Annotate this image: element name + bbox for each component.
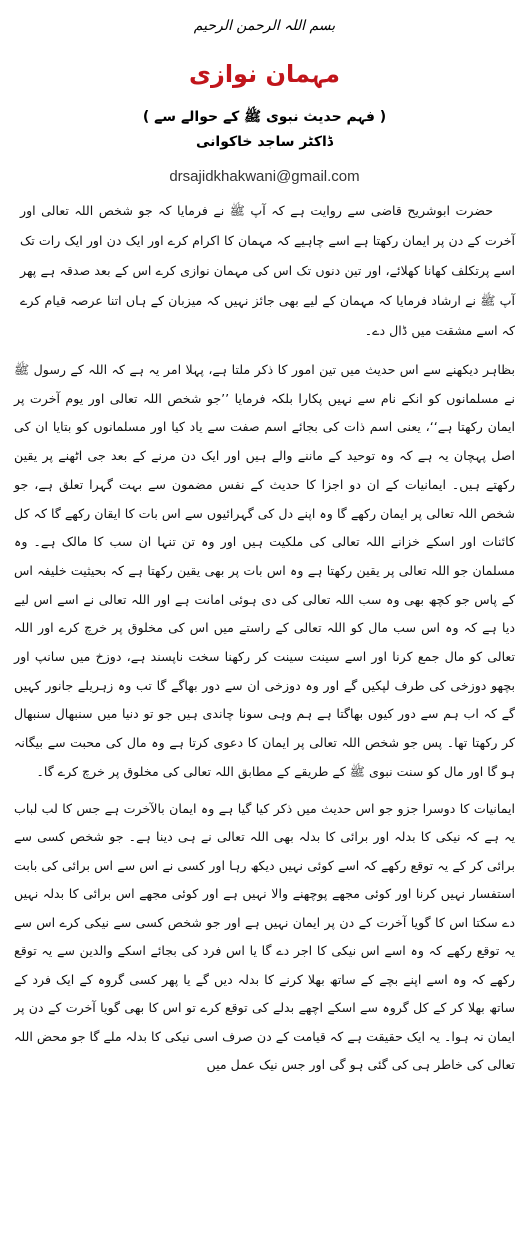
paragraph-hadith: حضرت ابوشریح قاضی سے روایت ہے کہ آپ ﷺ نے فرمایا کہ جو شخص اللہ تعالی اور آخرت کے دن پر ایمان رکھتا ہے اسے چاہیے کہ مہمان کا اکرام کرے اور ایک دن اور ایک رات تک اسے پرتکلف کھانا کھلائے، اور تین دنوں تک اس کی مہمان نوازی کرے اس کے بعد صدقہ ہے پھر آپ ﷺ نے ارشاد فرمایا کہ مہمان کے لیے بھی جائز نہیں کہ میزبان کے ہاں اتنا عرصہ قیام کرے کہ اسے مشقت میں ڈال دے۔ — [20, 203, 515, 338]
author-name: ڈاکٹر ساجد خاکوانی — [195, 134, 334, 150]
paragraph-second-point: ایمانیات کا دوسرا جزو جو اس حدیث میں ذکر کیا گیا ہے وہ ایمان بالآخرت ہے جس کا لب لباب یہ ہے کہ نیکی کا بدلہ اور برائی کا بدلہ بھی اللہ تعالی نے ہی دینا ہے۔ جو شخص کسی سے برائی کر کے یہ توقع رکھے کہ اسے کوئی نہیں دیکھ رہا اور کسی نے اس سے اس برائی کی بابت استفسار نہیں کرنا اور کوئی مجھے پوچھنے والا نہیں ہے اور کوئی مجھے اس برائی کا بدلہ نہیں دے سکتا اس کا گویا آخرت کے دن پر ایمان نہیں ہے اور جو شخص کسی سے نیکی کرے اس سے یہ توقع رکھے کہ وہ اسے اس نیکی کا اجر دے گا یا اس فرد کی بجائے اسکے والدین سے یہ توقع رکھے کہ وہ اسے اپنے بچے کے ساتھ بھلا کرنے کا بدلہ دیں گے یا پھر کسی گروہ کے ایک فرد کے ساتھ بھلا کر کے کل گروہ سے اسکے اچھے بدلے کی توقع کرے تو اس کا بھی گویا آخرت کے دن پر ایمان نہ ہوا۔ یہ ایک حقیقت ہے کہ قیامت کے دن صرف اسی نیکی کا بدلہ ملے گا جو محض اللہ تعالی کی خاطر ہی کی گئی ہو گی اور جس نیک عمل میں — [14, 800, 515, 1073]
author-email[interactable]: drsajidkhakwani@gmail.com — [169, 168, 360, 185]
basmala-heading: بسم اللہ الرحمن الرحیم — [193, 18, 336, 34]
page-title: مہمان نوازی — [189, 60, 340, 88]
paragraph-first-point: بظاہر دیکھنے سے اس حدیث میں تین امور کا ذکر ملتا ہے، پہلا امر یہ ہے کہ اللہ کے رسول ﷺ نے مسلمانوں کو انکے نام سے نہیں پکارا بلکہ فرمایا ’’جو شخص اللہ تعالی اور یوم آخرت پر ایمان رکھتا ہے‘‘، یعنی اسم ذات کی بجائے اسم صفت سے یاد کیا اور مسلمانوں کو بتایا ان کی اصل پہچان یہ ہے کہ وہ توحید کے ماننے والے ہیں اور ایک دن مرنے کے بعد جی اٹھنے پر یقین رکھتے ہیں۔ ایمانیات کے ان دو اجزا کا حدیث کے نفس مضمون سے بہت گہرا تعلق ہے، جو شخص اللہ تعالی پر ایمان رکھے گا وہ اپنے دل کی گہرائیوں سے اس بات کا ایقان رکھے گا کہ کل کائنات اور اسکے خزانے اللہ تعالی کی ملکیت ہیں اور وہ تن تنہا ان سب کا مالک ہے۔ وہ مسلمان جو اللہ تعالی پر یقین رکھتا ہے وہ اس بات پر بھی یقین رکھتا ہے کہ بحیثیت خلیفہ اس کے پاس جو کچھ بھی وہ سب اللہ تعالی کی دی ہوئی امانت ہے اور اللہ تعالی نے اسے اس لیے دیا ہے کہ وہ اس سب مال کو اللہ تعالی کے راستے میں اس کی مخلوق پر خرچ کرے اور اللہ تعالی کو مال جمع کرنا اور اسے سینت سینت کر رکھنا سخت ناپسند ہے، دوزخ میں سانپ اور بچھو دوزخی کی طرف لپکیں گے اور وہ دوزخی ان سے دور بھاگے گا تب وہ زہریلے جانور کہیں گے کہ اب ہم سے دور کیوں بھاگتا ہے ہم وہی سونا چاندی ہیں جو تو دنیا میں سنبھال سنبھال کر رکھتا تھا۔ پس جو شخص اللہ تعالی پر ایمان کا دعوی کرتا ہے وہ مال کی محبت سے بیگانہ ہو گا اور مال کو سنت نبوی ﷺ کے طریقے کے مطابق اللہ تعالی کی مخلوق پر خرچ کرے گا۔ — [14, 362, 515, 779]
page-subtitle: ( فہم حدیث نبوی ﷺ کے حوالے سے ) — [142, 109, 387, 125]
